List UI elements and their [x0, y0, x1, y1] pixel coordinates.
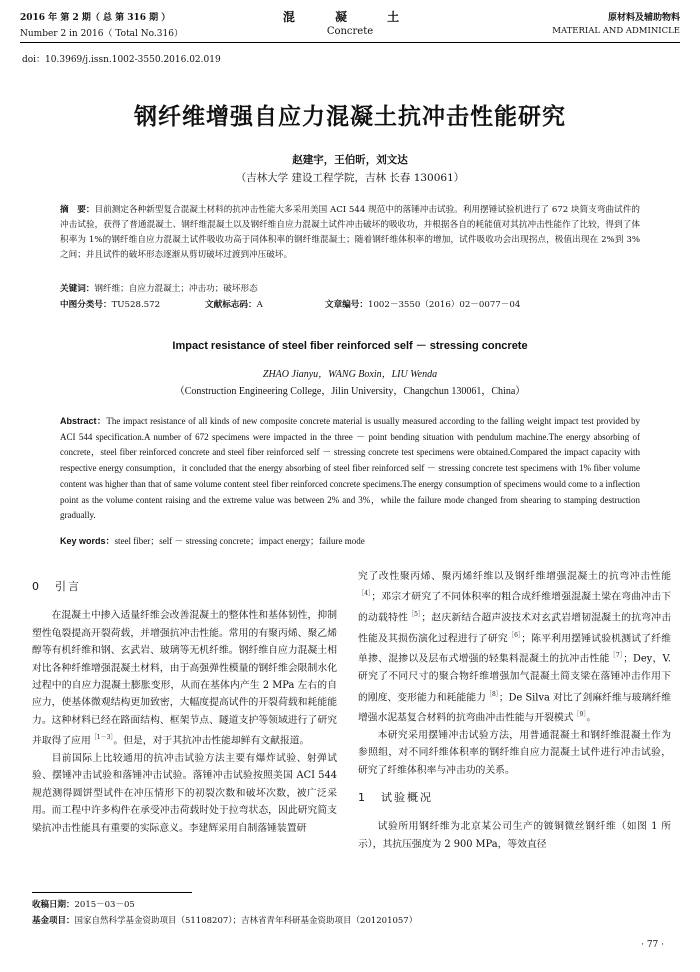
- paragraph-text: ；陈平利用摆锤试验机测试了纤维单掺、混掺以及层布式增强的轻集料混凝土的抗冲击性能: [358, 633, 671, 665]
- section-heading-experiment: [358, 789, 671, 806]
- authors-en: ZHAO Jianyu，WANG Boxin，LIU Wenda: [262, 369, 438, 380]
- keywords-cn-label: 关键词：: [60, 284, 95, 294]
- footnote-funding: [32, 914, 417, 926]
- section-number: 0: [32, 580, 41, 593]
- citation: ［4］: [358, 590, 372, 598]
- abstract-en-text: The impact resistance of all kinds of new composite concrete material is usually measured according to the falling weight impact test provided by ACI 544 specification.A number of 672 specimens were impacted in the three － point bending situation with pendulum machine.The energy absorbing of concrete，steel fiber reinforced concrete and steel fiber reinforced self － stressing concrete test specimens were obtained.Compared the impact capacity with respective energy consumption，it concluded that the energy absorbing of steel fiber reinforced self － stressing concrete test specimens with 1% fiber volume content was higher than that of same volume content steel fiber reinforced concrete specimens.The energy consumption of specimens would come to a inflection point as the volume content raising and the extreme value was between 2% and 3%，while the failure mode changed from shearing to stamping destruction gradually.: [60, 416, 640, 521]
- paragraph-text: ；赵庆新结合超声波技术对玄武岩增韧混凝土的抗弯冲击性能及其损伤演化过程进行了研究: [358, 612, 671, 645]
- paragraph-text: 究了改性聚丙烯、聚丙烯纤维以及钢纤维增强混凝土的抗弯冲击性能: [358, 571, 671, 582]
- document-code: [205, 298, 325, 310]
- abstract-en-label: Abstract：: [60, 416, 107, 426]
- paragraph-text: 。但是，对于其抗冲击性能却鲜有文献报道。: [113, 735, 310, 747]
- citation: ［8］: [485, 690, 499, 698]
- body-column-right: [358, 568, 671, 853]
- body-column-left: [32, 568, 337, 837]
- keywords-en: [60, 534, 640, 547]
- abstract-en: [60, 414, 640, 524]
- abstract-cn-text: 目前测定各种新型复合混凝土材料的抗冲击性能大多采用美国 ACI 544 规范中的落锤冲击试验。利用摆锤试验机进行了 672 块简支弯曲试件的冲击试验，获得了普通混凝土、钢纤维混凝土以及钢纤维自应力混凝土试件冲击破坏的吸收功，并根据各自的耗能值对其抗冲击性能作了比较，得到了体积率为 1%的钢纤维自应力混凝土试件吸收功高于同体积率的钢纤维混凝土；随着钢纤维体积率的增加，试件吸收功会出现拐点，极值出现在 2%到 3%之间；并且试件的破坏形态逐渐从剪切破坏过渡到冲压破坏。: [60, 205, 640, 260]
- column-name-cn: 原材料及辅助物料: [607, 13, 680, 23]
- art-value: 1002－3550（2016）02－0077－04: [367, 300, 521, 310]
- issue-en: Number 2 in 2016（ Total No.316）: [20, 29, 183, 39]
- page-number: · 77 ·: [641, 940, 664, 950]
- citation: ［5］: [407, 611, 422, 619]
- citation: ［9］: [573, 711, 587, 719]
- funding-text: 国家自然科学基金资助项目（51108207）；吉林省青年科研基金资助项目（201201057）: [74, 916, 418, 926]
- intro-paragraph-2-continued: [358, 568, 671, 727]
- abstract-cn: [60, 203, 640, 263]
- received-date: 2015－03－05: [74, 900, 135, 910]
- issue-cn: 2016 年 第 2 期（ 总 第 316 期 ）: [20, 13, 171, 23]
- keywords-cn-text: 钢纤维；自应力混凝土；冲击功；破坏形态: [94, 284, 258, 294]
- doi[interactable]: doi：10.3969/j.issn.1002-3550.2016.02.019: [22, 55, 221, 65]
- citation: ［7］: [609, 652, 624, 660]
- clc-number: [60, 298, 205, 310]
- paper-title-en: Impact resistance of steel fiber reinforced self － stressing concrete: [172, 340, 528, 352]
- journal-name-cn: 混 凝 土: [282, 10, 418, 24]
- intro-paragraph-1: [32, 607, 337, 750]
- footnote-received: [32, 898, 135, 910]
- classification-line: [60, 298, 640, 310]
- clc-label: 中图分类号：: [60, 300, 112, 310]
- keywords-cn: [60, 282, 640, 294]
- intro-paragraph-3: 本研究采用摆锤冲击试验方法，用普通混凝土和钢纤维混凝土作为参照组，对不同纤维体积率的钢纤维自应力混凝土试件进行冲击试验，研究了纤维体积率与冲击功的关系。: [358, 729, 671, 776]
- paper-title-cn: 钢纤维增强自应力混凝土抗冲击性能研究: [134, 104, 566, 130]
- citation: ［1－3］: [90, 734, 114, 742]
- authors-cn: 赵建宇，王伯昕，刘文达: [292, 154, 408, 166]
- section-heading-intro: [32, 578, 337, 595]
- running-header: [20, 6, 680, 48]
- received-label: 收稿日期：: [32, 900, 75, 910]
- experiment-paragraph-1: 试验所用钢纤维为北京某公司生产的镀铜微丝钢纤维（如图 1 所示），其抗压强度为 2 900 MPa，等效直径: [358, 821, 671, 850]
- affiliation-en: （Construction Engineering College，Jilin University，Changchun 130061，China）: [174, 386, 526, 397]
- section-title: 试验概况: [381, 791, 433, 805]
- abstract-cn-label: 摘 要：: [60, 205, 95, 215]
- header-rule: [20, 42, 680, 43]
- clc-value: TU528.572: [111, 300, 161, 310]
- doc-label: 文献标志码：: [205, 300, 257, 310]
- keywords-en-text: steel fiber；self － stressing concrete；impact energy；failure mode: [114, 536, 365, 546]
- section-title: 引言: [55, 580, 81, 593]
- paragraph-text: ；De Silva 对比了剑麻纤维与玻璃纤维增强水泥基复合材料的抗弯曲冲击性能与开裂模式: [358, 691, 671, 724]
- paragraph-text: ；邓宗才研究了不同体积率的粗合成纤维增强混凝土梁在弯曲冲击下的动载特性: [358, 591, 671, 624]
- journal-name-en: Concrete: [326, 26, 374, 37]
- funding-label: 基金项目：: [32, 916, 75, 926]
- keywords-en-label: Key words：: [60, 536, 115, 546]
- art-label: 文章编号：: [325, 300, 368, 310]
- intro-paragraph-2: 目前国际上比较通用的抗冲击试验方法主要有爆炸试验、射弹试验、摆锤冲击试验和落锤冲击试验。落锤冲击试验按照美国 ACI 544 规范测得圆饼型试件在冲压情形下的初裂次数和破坏次数，被广泛采用。而工程中许多构件在承受冲击荷载时处于拉弯状态，因此研究简支梁抗冲击性能具有重要的实际意义。李建辉采用自制落锤装置研: [32, 752, 337, 834]
- paragraph-text: 。: [586, 712, 597, 724]
- doc-value: A: [256, 300, 263, 310]
- article-number: [325, 298, 520, 310]
- section-number: 1: [358, 791, 367, 805]
- citation: ［6］: [507, 631, 522, 639]
- affiliation-cn: （吉林大学 建设工程学院，吉林 长春 130061）: [235, 172, 465, 184]
- column-name-en: MATERIAL AND ADMINICLE: [552, 26, 680, 36]
- paragraph-text: 在混凝土中掺入适量纤维会改善混凝土的整体性和基体韧性，抑制塑性龟裂提高开裂荷载，并增强抗冲击性能。常用的有聚丙烯、聚乙烯醇等有机纤维和钢、玄武岩、玻璃等无机纤维。钢纤维自应力混凝土相对比各种纤维增强混凝土材料，由于高强弹性模量的钢纤维会限制水化过程中的自应力混凝土膨胀变形，从而在基体内产生 2 MPa 左右的自应力，使基体微观结构更加致密，大幅度提高试件的开裂荷载和耗能能力。这种材料已经在路面结构、框架节点、隧道支护等领域进行了研究并取得了应用: [32, 610, 337, 747]
- footnote-rule: [32, 892, 192, 893]
- paragraph-text: ；Dey，V.研究了不同尺寸的聚合物纤维增强加气混凝土简支梁在落锤冲击作用下的刚度、变形能力和耗能能力: [358, 653, 671, 703]
